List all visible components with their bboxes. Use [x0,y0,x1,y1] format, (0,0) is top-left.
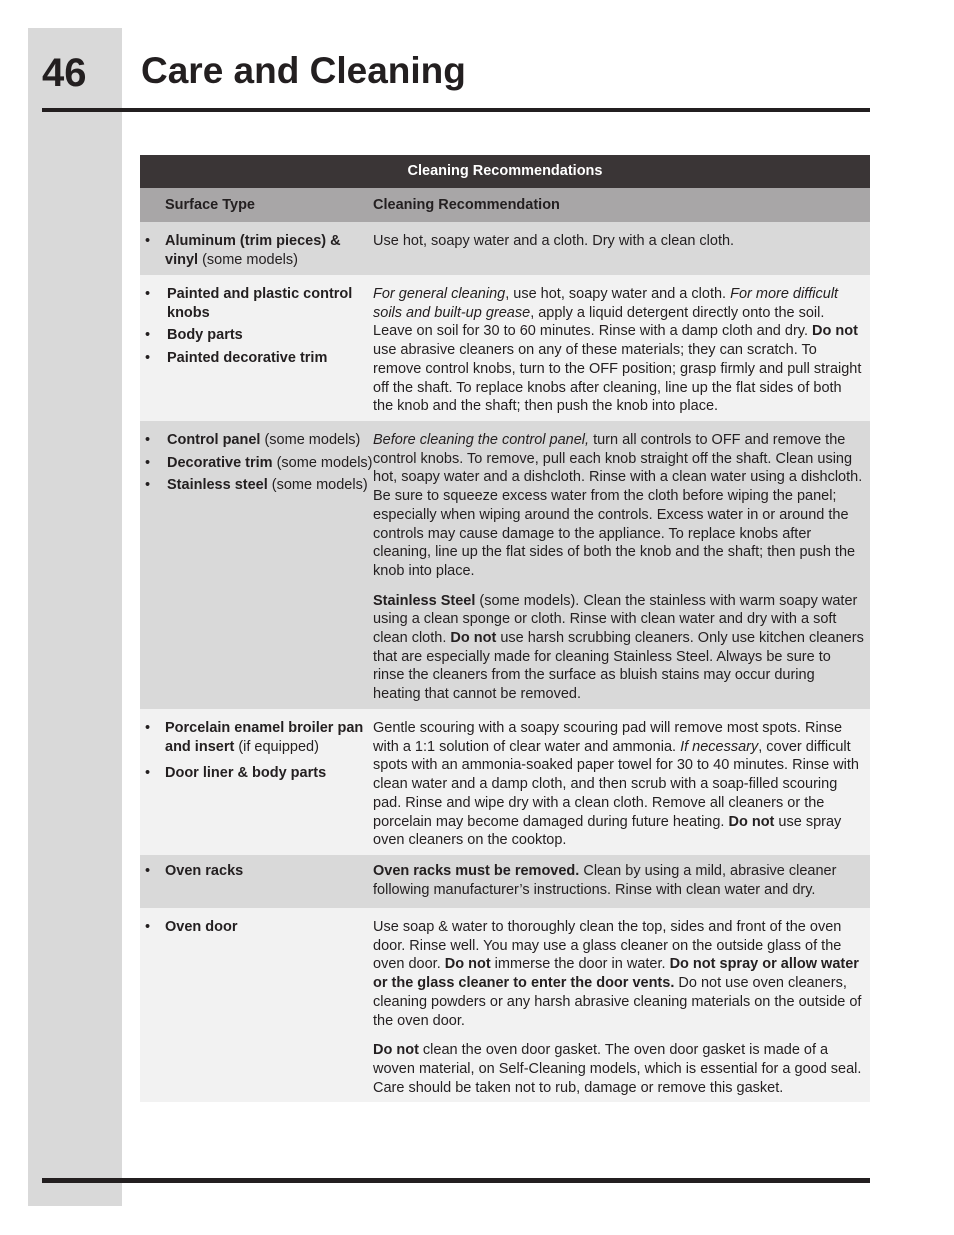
table-caption: Cleaning Recommendations [140,155,870,188]
recommendation-paragraph: Do not clean the oven door gasket. The oven door gasket is made of a woven material, on Self-Cleaning models, which is essential for a good seal. Care should be taken not to rub, damage or remove this gasket. [373,1042,862,1096]
recommendation-cell [373,918,870,1102]
recommendation-paragraph: Oven racks must be removed. Clean by using a mild, abrasive cleaner following manufacturer’s instructions. Rinse with clean water and dry. [373,863,837,898]
recommendation-cell [373,285,870,421]
recommendation-paragraph: Stainless Steel (some models). Clean the stainless with warm soapy water using a clean sponge or cloth. Rinse with clean water and dry with a soft clean cloth. Do not use harsh scrubbing cleaners. Only use kitchen cleaners that are especially made for cleaning Stainless Steel. Always be sure to rinse the cleaners from the surface as bluish stains may occur during heating that cannot be removed. [373,592,864,703]
page-title: Care and Cleaning [141,50,466,91]
surface-item: • Painted and plastic control knobs [145,285,373,322]
surface-item: • Body parts [145,326,373,345]
header-cleaning-recommendation: Cleaning Recommendation [373,197,560,213]
table-row [140,855,870,908]
recommendation-cell [373,862,870,908]
footer-rule [42,1178,870,1183]
recommendation-paragraph: Gentle scouring with a soapy scouring pad will remove most spots. Rinse with a 1:1 solution of clear water and ammonia. If necessary, cover difficult spots with an ammonia-soaked paper towel for 30 to 40 minutes. Rinse with clean water and a damp cloth, and then scrub with a soap-filled scouring pad. Rinse and wipe dry with a clean cloth. Remove all cleaners or the porcelain may become damaged during future heating. Do not use spray oven cleaners on the cooktop. [373,720,859,849]
surface-item: • Oven door [145,918,373,937]
surface-item: • Aluminum (trim pieces) & vinyl (some models) [145,232,373,269]
recommendation-paragraph: Use soap & water to thoroughly clean the top, sides and front of the oven door. Rinse well. You may use a glass cleaner on the outside glass of the oven door. Do not immerse the door in water. Do not spray or allow water or the glass cleaner to enter the door vents. Do not use oven cleaners, cleaning powders or any harsh abrasive cleaning materials on the outside of the oven door. [373,919,862,1029]
surface-list [145,862,373,881]
surface-item: • Door liner & body parts [145,764,373,783]
table-row [140,709,870,855]
surface-cell [140,285,373,421]
recommendation-paragraph: For general cleaning, use hot, soapy water and a cloth. For more difficult soils and built-up grease, apply a liquid detergent directly onto the soil. Leave on soil for 30 to 60 minutes. Rinse with a damp cloth and dry. Do not use abrasive cleaners on any of these materials; they can scratch. To remove control knobs, turn to the OFF position; grasp firmly and pull straight off the shaft. To replace knobs after cleaning, line up the flat sides of both the knob and the shaft; then push the knob into place. [373,286,862,415]
surface-cell [140,431,373,709]
surface-list [145,232,373,269]
page-sidebar [28,28,122,1206]
surface-cell [140,232,373,275]
surface-cell [140,918,373,1102]
surface-item: • Painted decorative trim [145,349,373,368]
recommendation-cell [373,232,870,275]
recommendation-paragraph: Use hot, soapy water and a cloth. Dry with a clean cloth. [373,233,735,249]
recommendation-paragraph: Before cleaning the control panel, turn all controls to OFF and remove the control knobs. To remove, pull each knob straight off the shaft. Clean using hot, soapy water and a dishcloth. Rinse with a clean water using a dishcloth. Be sure to squeeze excess water from the cloth before wiping the panel; especially when wiping around the controls. Excess water in or around the controls may cause damage to the appliance. To replace knobs after cleaning, line up the flat sides of both the knob and the shaft; then push the knob into place. [373,432,863,579]
surface-cell [140,719,373,855]
recommendation-cell [373,431,870,709]
surface-item: • Oven racks [145,862,373,881]
table-row [140,222,870,275]
surface-item: • Control panel (some models) [145,431,373,450]
surface-item: • Decorative trim (some models) [145,454,373,473]
surface-cell [140,862,373,908]
surface-item: • Porcelain enamel broiler pan and insert (if equipped) [145,719,373,756]
surface-list [145,918,373,937]
header-rule [42,108,870,112]
surface-item: • Stainless steel (some models) [145,476,373,495]
table-row [140,275,870,421]
table-header-row [140,188,870,222]
header-surface-type: Surface Type [165,197,255,213]
cleaning-table [140,155,870,1102]
table-row [140,908,870,1102]
surface-list [145,719,373,783]
surface-list [145,285,373,368]
table-row [140,421,870,709]
recommendation-cell [373,719,870,855]
page-number: 46 [42,51,87,95]
surface-list [145,431,373,495]
